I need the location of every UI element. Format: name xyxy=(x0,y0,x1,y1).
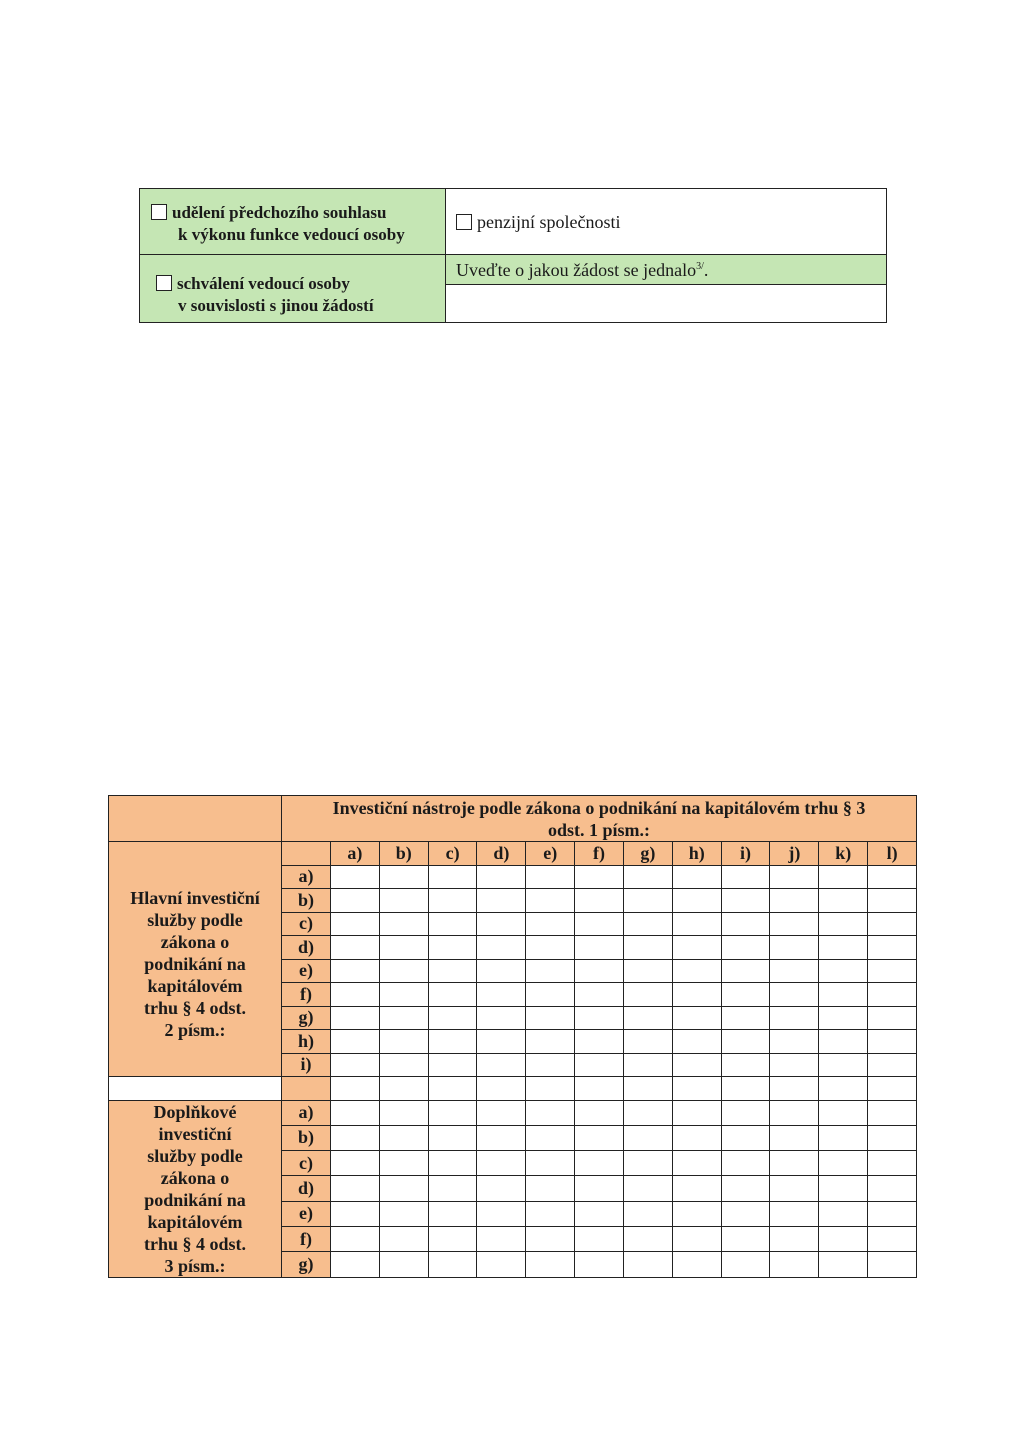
matrix-checkbox-cell[interactable] xyxy=(526,1201,575,1226)
section1-row-header: e) xyxy=(282,959,331,983)
spacer-cell xyxy=(672,1077,721,1101)
matrix-checkbox-cell[interactable] xyxy=(575,1151,624,1176)
section1-label-line: služby podle xyxy=(147,910,243,930)
matrix-checkbox-cell[interactable] xyxy=(331,959,380,983)
section1-row-header: h) xyxy=(282,1030,331,1054)
matrix-checkbox-cell[interactable] xyxy=(526,1053,575,1077)
matrix-checkbox-cell[interactable] xyxy=(526,1151,575,1176)
matrix-checkbox-cell[interactable] xyxy=(477,1006,526,1030)
matrix-checkbox-cell[interactable] xyxy=(721,1053,770,1077)
approval-label-2: v souvislosti s jinou žádostí xyxy=(178,295,374,315)
matrix-checkbox-cell[interactable] xyxy=(868,1100,917,1125)
matrix-checkbox-cell[interactable] xyxy=(721,1030,770,1054)
matrix-checkbox-cell[interactable] xyxy=(868,959,917,983)
column-header: f) xyxy=(575,842,624,866)
matrix-checkbox-cell[interactable] xyxy=(526,889,575,913)
matrix-checkbox-cell[interactable] xyxy=(428,1125,477,1150)
matrix-checkbox-cell[interactable] xyxy=(868,1151,917,1176)
pension-company-cell xyxy=(446,189,887,255)
section2-label-line: podnikání na xyxy=(144,1189,246,1210)
matrix-checkbox-cell[interactable] xyxy=(868,1030,917,1054)
instruments-header-line2: odst. 1 písm.: xyxy=(548,819,651,840)
spacer-cell xyxy=(819,1077,868,1101)
matrix-checkbox-cell[interactable] xyxy=(770,1053,819,1077)
column-header: b) xyxy=(379,842,428,866)
matrix-checkbox-cell[interactable] xyxy=(477,865,526,889)
matrix-checkbox-cell[interactable] xyxy=(721,1006,770,1030)
matrix-checkbox-cell[interactable] xyxy=(819,1151,868,1176)
matrix-checkbox-cell[interactable] xyxy=(379,1100,428,1125)
matrix-checkbox-cell[interactable] xyxy=(575,1226,624,1251)
spacer-cell xyxy=(721,1077,770,1101)
section2-label-line: služby podle xyxy=(147,1145,243,1166)
matrix-checkbox-cell[interactable] xyxy=(770,1100,819,1125)
spacer-cell xyxy=(623,1077,672,1101)
matrix-checkbox-cell[interactable] xyxy=(526,1125,575,1150)
matrix-checkbox-cell[interactable] xyxy=(721,1226,770,1251)
matrix-checkbox-cell[interactable] xyxy=(721,1125,770,1150)
matrix-checkbox-cell[interactable] xyxy=(477,1053,526,1077)
matrix-checkbox-cell[interactable] xyxy=(819,936,868,960)
section2-label-line: investiční xyxy=(158,1123,232,1144)
spacer-cell xyxy=(109,1077,282,1101)
matrix-checkbox-cell[interactable] xyxy=(623,1252,672,1277)
matrix-checkbox-cell[interactable] xyxy=(819,1252,868,1277)
matrix-checkbox-cell[interactable] xyxy=(623,889,672,913)
matrix-checkbox-cell[interactable] xyxy=(819,1201,868,1226)
matrix-checkbox-cell[interactable] xyxy=(770,1201,819,1226)
matrix-checkbox-cell[interactable] xyxy=(623,1125,672,1150)
matrix-checkbox-cell[interactable] xyxy=(770,912,819,936)
section1-row-header: f) xyxy=(282,983,331,1007)
matrix-checkbox-cell[interactable] xyxy=(428,1006,477,1030)
investment-services-matrix xyxy=(108,795,917,1278)
matrix-checkbox-cell[interactable] xyxy=(428,1030,477,1054)
section1-row-header: a) xyxy=(282,865,331,889)
matrix-checkbox-cell[interactable] xyxy=(331,1201,380,1226)
pension-company-label: penzijní společnosti xyxy=(477,211,621,232)
section2-label-line: Doplňkové xyxy=(153,1101,237,1122)
matrix-checkbox-cell[interactable] xyxy=(672,936,721,960)
section2-row-header: a) xyxy=(282,1100,331,1125)
matrix-checkbox-cell[interactable] xyxy=(379,936,428,960)
option-prior-consent-cell xyxy=(140,189,446,255)
matrix-checkbox-cell[interactable] xyxy=(526,865,575,889)
section1-label-line: kapitálovém xyxy=(147,976,243,996)
matrix-checkbox-cell[interactable] xyxy=(331,1100,380,1125)
matrix-checkbox-cell[interactable] xyxy=(868,936,917,960)
matrix-checkbox-cell[interactable] xyxy=(721,959,770,983)
matrix-checkbox-cell[interactable] xyxy=(477,1151,526,1176)
matrix-checkbox-cell[interactable] xyxy=(672,1252,721,1277)
matrix-checkbox-cell[interactable] xyxy=(721,1151,770,1176)
column-header: e) xyxy=(526,842,575,866)
matrix-checkbox-cell[interactable] xyxy=(868,912,917,936)
matrix-checkbox-cell[interactable] xyxy=(868,1125,917,1150)
matrix-checkbox-cell[interactable] xyxy=(477,1100,526,1125)
column-header: h) xyxy=(672,842,721,866)
spacer-cell xyxy=(575,1077,624,1101)
section1-label-line: 2 písm.: xyxy=(164,1020,226,1040)
spacer-cell xyxy=(477,1077,526,1101)
matrix-checkbox-cell[interactable] xyxy=(819,912,868,936)
matrix-checkbox-cell[interactable] xyxy=(428,936,477,960)
column-header: k) xyxy=(819,842,868,866)
matrix-checkbox-cell[interactable] xyxy=(477,959,526,983)
matrix-checkbox-cell[interactable] xyxy=(623,1226,672,1251)
matrix-checkbox-cell[interactable] xyxy=(477,1030,526,1054)
matrix-checkbox-cell[interactable] xyxy=(868,1176,917,1201)
section1-label-line: trhu § 4 odst. xyxy=(143,998,246,1018)
matrix-checkbox-cell[interactable] xyxy=(819,1226,868,1251)
spacer-cell xyxy=(526,1077,575,1101)
matrix-checkbox-cell[interactable] xyxy=(428,983,477,1007)
matrix-checkbox-cell[interactable] xyxy=(331,983,380,1007)
matrix-checkbox-cell[interactable] xyxy=(672,1030,721,1054)
instruments-header-line1: Investiční nástroje podle zákona o podnikání na kapitálovém trhu § 3 xyxy=(332,797,866,818)
column-header: a) xyxy=(331,842,380,866)
spacer-cell xyxy=(868,1077,917,1101)
matrix-checkbox-cell[interactable] xyxy=(331,936,380,960)
matrix-checkbox-cell[interactable] xyxy=(575,912,624,936)
request-prompt-text: Uveďte o jakou žádost se jednalo xyxy=(456,259,697,280)
pension-company-checkbox[interactable] xyxy=(456,214,472,230)
matrix-checkbox-cell[interactable] xyxy=(819,1006,868,1030)
matrix-checkbox-cell[interactable] xyxy=(331,1053,380,1077)
matrix-checkbox-cell[interactable] xyxy=(770,959,819,983)
matrix-checkbox-cell[interactable] xyxy=(819,1125,868,1150)
matrix-checkbox-cell[interactable] xyxy=(623,1151,672,1176)
matrix-checkbox-cell[interactable] xyxy=(428,912,477,936)
spacer-cell xyxy=(379,1077,428,1101)
matrix-checkbox-cell[interactable] xyxy=(379,1006,428,1030)
matrix-checkbox-cell[interactable] xyxy=(819,959,868,983)
matrix-checkbox-cell[interactable] xyxy=(672,889,721,913)
matrix-checkbox-cell[interactable] xyxy=(575,1125,624,1150)
footnote-ref: 3/ xyxy=(696,260,704,272)
matrix-checkbox-cell[interactable] xyxy=(819,983,868,1007)
matrix-checkbox-cell[interactable] xyxy=(672,1176,721,1201)
matrix-checkbox-cell[interactable] xyxy=(575,1252,624,1277)
matrix-checkbox-cell[interactable] xyxy=(672,1100,721,1125)
matrix-checkbox-cell[interactable] xyxy=(770,1151,819,1176)
matrix-checkbox-cell[interactable] xyxy=(672,1201,721,1226)
matrix-checkbox-cell[interactable] xyxy=(623,1201,672,1226)
matrix-checkbox-cell[interactable] xyxy=(770,1252,819,1277)
matrix-checkbox-cell[interactable] xyxy=(623,912,672,936)
matrix-checkbox-cell[interactable] xyxy=(868,1006,917,1030)
request-type-table xyxy=(139,188,887,323)
matrix-checkbox-cell[interactable] xyxy=(477,1201,526,1226)
spacer-cell xyxy=(770,1077,819,1101)
matrix-checkbox-cell[interactable] xyxy=(819,1100,868,1125)
matrix-checkbox-cell[interactable] xyxy=(721,1100,770,1125)
matrix-checkbox-cell[interactable] xyxy=(379,1176,428,1201)
matrix-checkbox-cell[interactable] xyxy=(770,889,819,913)
matrix-checkbox-cell[interactable] xyxy=(526,1226,575,1251)
section1-row-header: c) xyxy=(282,912,331,936)
matrix-checkbox-cell[interactable] xyxy=(526,1100,575,1125)
matrix-checkbox-cell[interactable] xyxy=(428,889,477,913)
approval-checkbox[interactable] xyxy=(156,275,172,291)
section1-label-line: Hlavní investiční xyxy=(130,888,260,908)
matrix-checkbox-cell[interactable] xyxy=(428,1252,477,1277)
matrix-checkbox-cell[interactable] xyxy=(623,1176,672,1201)
section2-label-line: trhu § 4 odst. xyxy=(143,1233,246,1254)
section1-row-header: d) xyxy=(282,936,331,960)
matrix-checkbox-cell[interactable] xyxy=(721,889,770,913)
matrix-checkbox-cell[interactable] xyxy=(526,983,575,1007)
matrix-checkbox-cell[interactable] xyxy=(819,889,868,913)
matrix-checkbox-cell[interactable] xyxy=(672,1006,721,1030)
matrix-checkbox-cell[interactable] xyxy=(819,865,868,889)
matrix-checkbox-cell[interactable] xyxy=(526,936,575,960)
column-header: g) xyxy=(623,842,672,866)
matrix-checkbox-cell[interactable] xyxy=(526,1006,575,1030)
matrix-checkbox-cell[interactable] xyxy=(623,1053,672,1077)
matrix-checkbox-cell[interactable] xyxy=(819,1053,868,1077)
matrix-checkbox-cell[interactable] xyxy=(868,865,917,889)
matrix-checkbox-cell[interactable] xyxy=(526,1030,575,1054)
matrix-checkbox-cell[interactable] xyxy=(379,1226,428,1251)
prior-consent-label-1: udělení předchozího souhlasu xyxy=(172,202,387,222)
matrix-checkbox-cell[interactable] xyxy=(526,1176,575,1201)
matrix-checkbox-cell[interactable] xyxy=(623,1006,672,1030)
matrix-checkbox-cell[interactable] xyxy=(868,1226,917,1251)
matrix-checkbox-cell[interactable] xyxy=(379,1201,428,1226)
section2-row-header: d) xyxy=(282,1176,331,1201)
section1-label-line: podnikání na xyxy=(144,954,246,974)
matrix-checkbox-cell[interactable] xyxy=(721,865,770,889)
section1-row-header: i) xyxy=(282,1053,331,1077)
matrix-checkbox-cell[interactable] xyxy=(770,936,819,960)
section2-label-line: zákona o xyxy=(160,1167,230,1188)
matrix-checkbox-cell[interactable] xyxy=(331,1226,380,1251)
matrix-checkbox-cell[interactable] xyxy=(868,1252,917,1277)
matrix-checkbox-cell[interactable] xyxy=(770,983,819,1007)
matrix-checkbox-cell[interactable] xyxy=(575,1201,624,1226)
matrix-checkbox-cell[interactable] xyxy=(623,936,672,960)
section2-label-line: kapitálovém xyxy=(147,1211,243,1232)
instruments-header xyxy=(282,796,917,842)
matrix-checkbox-cell[interactable] xyxy=(428,1100,477,1125)
matrix-checkbox-cell[interactable] xyxy=(331,1006,380,1030)
section2-label-cell xyxy=(109,1100,282,1277)
matrix-checkbox-cell[interactable] xyxy=(428,1053,477,1077)
matrix-checkbox-cell[interactable] xyxy=(379,1151,428,1176)
matrix-checkbox-cell[interactable] xyxy=(721,936,770,960)
matrix-checkbox-cell[interactable] xyxy=(428,865,477,889)
matrix-checkbox-cell[interactable] xyxy=(623,1100,672,1125)
matrix-checkbox-cell[interactable] xyxy=(623,983,672,1007)
matrix-checkbox-cell[interactable] xyxy=(379,983,428,1007)
section2-row-header: f) xyxy=(282,1226,331,1251)
matrix-checkbox-cell[interactable] xyxy=(672,1125,721,1150)
matrix-checkbox-cell[interactable] xyxy=(477,983,526,1007)
matrix-checkbox-cell[interactable] xyxy=(379,912,428,936)
matrix-checkbox-cell[interactable] xyxy=(770,1226,819,1251)
matrix-checkbox-cell[interactable] xyxy=(575,1176,624,1201)
request-answer-field[interactable] xyxy=(446,285,887,323)
matrix-checkbox-cell[interactable] xyxy=(672,1151,721,1176)
matrix-checkbox-cell[interactable] xyxy=(331,1030,380,1054)
section1-row-header: g) xyxy=(282,1006,331,1030)
matrix-checkbox-cell[interactable] xyxy=(770,865,819,889)
matrix-checkbox-cell[interactable] xyxy=(331,1252,380,1277)
matrix-checkbox-cell[interactable] xyxy=(379,959,428,983)
matrix-checkbox-cell[interactable] xyxy=(770,1176,819,1201)
matrix-checkbox-cell[interactable] xyxy=(623,865,672,889)
matrix-checkbox-cell[interactable] xyxy=(672,959,721,983)
matrix-checkbox-cell[interactable] xyxy=(526,959,575,983)
matrix-checkbox-cell[interactable] xyxy=(428,959,477,983)
matrix-checkbox-cell[interactable] xyxy=(672,983,721,1007)
matrix-checkbox-cell[interactable] xyxy=(819,1176,868,1201)
matrix-checkbox-cell[interactable] xyxy=(331,865,380,889)
section1-label-cell xyxy=(109,842,282,1077)
table-row xyxy=(109,1100,917,1125)
matrix-checkbox-cell[interactable] xyxy=(868,1053,917,1077)
matrix-checkbox-cell[interactable] xyxy=(428,1226,477,1251)
matrix-checkbox-cell[interactable] xyxy=(868,983,917,1007)
column-header: c) xyxy=(428,842,477,866)
matrix-checkbox-cell[interactable] xyxy=(477,936,526,960)
matrix-checkbox-cell[interactable] xyxy=(672,912,721,936)
matrix-checkbox-cell[interactable] xyxy=(331,889,380,913)
request-prompt-cell xyxy=(446,255,887,285)
matrix-checkbox-cell[interactable] xyxy=(721,1201,770,1226)
column-header: i) xyxy=(721,842,770,866)
matrix-checkbox-cell[interactable] xyxy=(868,1201,917,1226)
matrix-checkbox-cell[interactable] xyxy=(428,1176,477,1201)
matrix-checkbox-cell[interactable] xyxy=(428,1201,477,1226)
matrix-checkbox-cell[interactable] xyxy=(477,1125,526,1150)
matrix-checkbox-cell[interactable] xyxy=(379,865,428,889)
matrix-checkbox-cell[interactable] xyxy=(477,1226,526,1251)
option-approval-cell xyxy=(140,255,446,323)
matrix-checkbox-cell[interactable] xyxy=(623,959,672,983)
matrix-checkbox-cell[interactable] xyxy=(721,912,770,936)
matrix-checkbox-cell[interactable] xyxy=(331,1176,380,1201)
section1-label-line: zákona o xyxy=(160,932,230,952)
request-prompt-end: . xyxy=(703,259,709,280)
matrix-checkbox-cell[interactable] xyxy=(331,1125,380,1150)
matrix-checkbox-cell[interactable] xyxy=(575,1030,624,1054)
matrix-checkbox-cell[interactable] xyxy=(770,1006,819,1030)
matrix-checkbox-cell[interactable] xyxy=(526,912,575,936)
matrix-checkbox-cell[interactable] xyxy=(477,912,526,936)
matrix-checkbox-cell[interactable] xyxy=(379,1252,428,1277)
matrix-checkbox-cell[interactable] xyxy=(331,1151,380,1176)
column-header: l) xyxy=(868,842,917,866)
prior-consent-checkbox[interactable] xyxy=(151,204,167,220)
matrix-checkbox-cell[interactable] xyxy=(575,936,624,960)
spacer-cell xyxy=(331,1077,380,1101)
matrix-checkbox-cell[interactable] xyxy=(526,1252,575,1277)
matrix-checkbox-cell[interactable] xyxy=(575,1100,624,1125)
section2-label-line: 3 písm.: xyxy=(164,1255,226,1276)
matrix-checkbox-cell[interactable] xyxy=(770,1030,819,1054)
prior-consent-label-2: k výkonu funkce vedoucí osoby xyxy=(178,224,405,244)
matrix-checkbox-cell[interactable] xyxy=(672,1226,721,1251)
matrix-checkbox-cell[interactable] xyxy=(575,1006,624,1030)
section2-row-header: c) xyxy=(282,1151,331,1176)
matrix-checkbox-cell[interactable] xyxy=(868,889,917,913)
matrix-checkbox-cell[interactable] xyxy=(721,1252,770,1277)
matrix-checkbox-cell[interactable] xyxy=(379,1125,428,1150)
matrix-corner-cell xyxy=(109,796,282,842)
section2-row-header: g) xyxy=(282,1252,331,1277)
column-header: j) xyxy=(770,842,819,866)
matrix-checkbox-cell[interactable] xyxy=(477,1252,526,1277)
matrix-checkbox-cell[interactable] xyxy=(672,865,721,889)
matrix-checkbox-cell[interactable] xyxy=(575,1053,624,1077)
column-header: d) xyxy=(477,842,526,866)
matrix-checkbox-cell[interactable] xyxy=(721,1176,770,1201)
matrix-checkbox-cell[interactable] xyxy=(575,889,624,913)
matrix-checkbox-cell[interactable] xyxy=(575,865,624,889)
matrix-checkbox-cell[interactable] xyxy=(770,1125,819,1150)
matrix-checkbox-cell[interactable] xyxy=(721,983,770,1007)
matrix-checkbox-cell[interactable] xyxy=(575,983,624,1007)
matrix-checkbox-cell[interactable] xyxy=(672,1053,721,1077)
section2-row-header: b) xyxy=(282,1125,331,1150)
spacer-cell xyxy=(428,1077,477,1101)
spacer-row-header xyxy=(282,1077,331,1101)
matrix-checkbox-cell[interactable] xyxy=(379,1053,428,1077)
matrix-checkbox-cell[interactable] xyxy=(477,889,526,913)
approval-label-1: schválení vedoucí osoby xyxy=(177,273,350,293)
matrix-checkbox-cell[interactable] xyxy=(428,1151,477,1176)
matrix-checkbox-cell[interactable] xyxy=(623,1030,672,1054)
section1-row-header: b) xyxy=(282,889,331,913)
matrix-checkbox-cell[interactable] xyxy=(575,959,624,983)
matrix-checkbox-cell[interactable] xyxy=(477,1176,526,1201)
matrix-checkbox-cell[interactable] xyxy=(379,889,428,913)
matrix-checkbox-cell[interactable] xyxy=(331,912,380,936)
matrix-checkbox-cell[interactable] xyxy=(819,1030,868,1054)
row-header-corner xyxy=(282,842,331,866)
matrix-checkbox-cell[interactable] xyxy=(379,1030,428,1054)
section2-row-header: e) xyxy=(282,1201,331,1226)
